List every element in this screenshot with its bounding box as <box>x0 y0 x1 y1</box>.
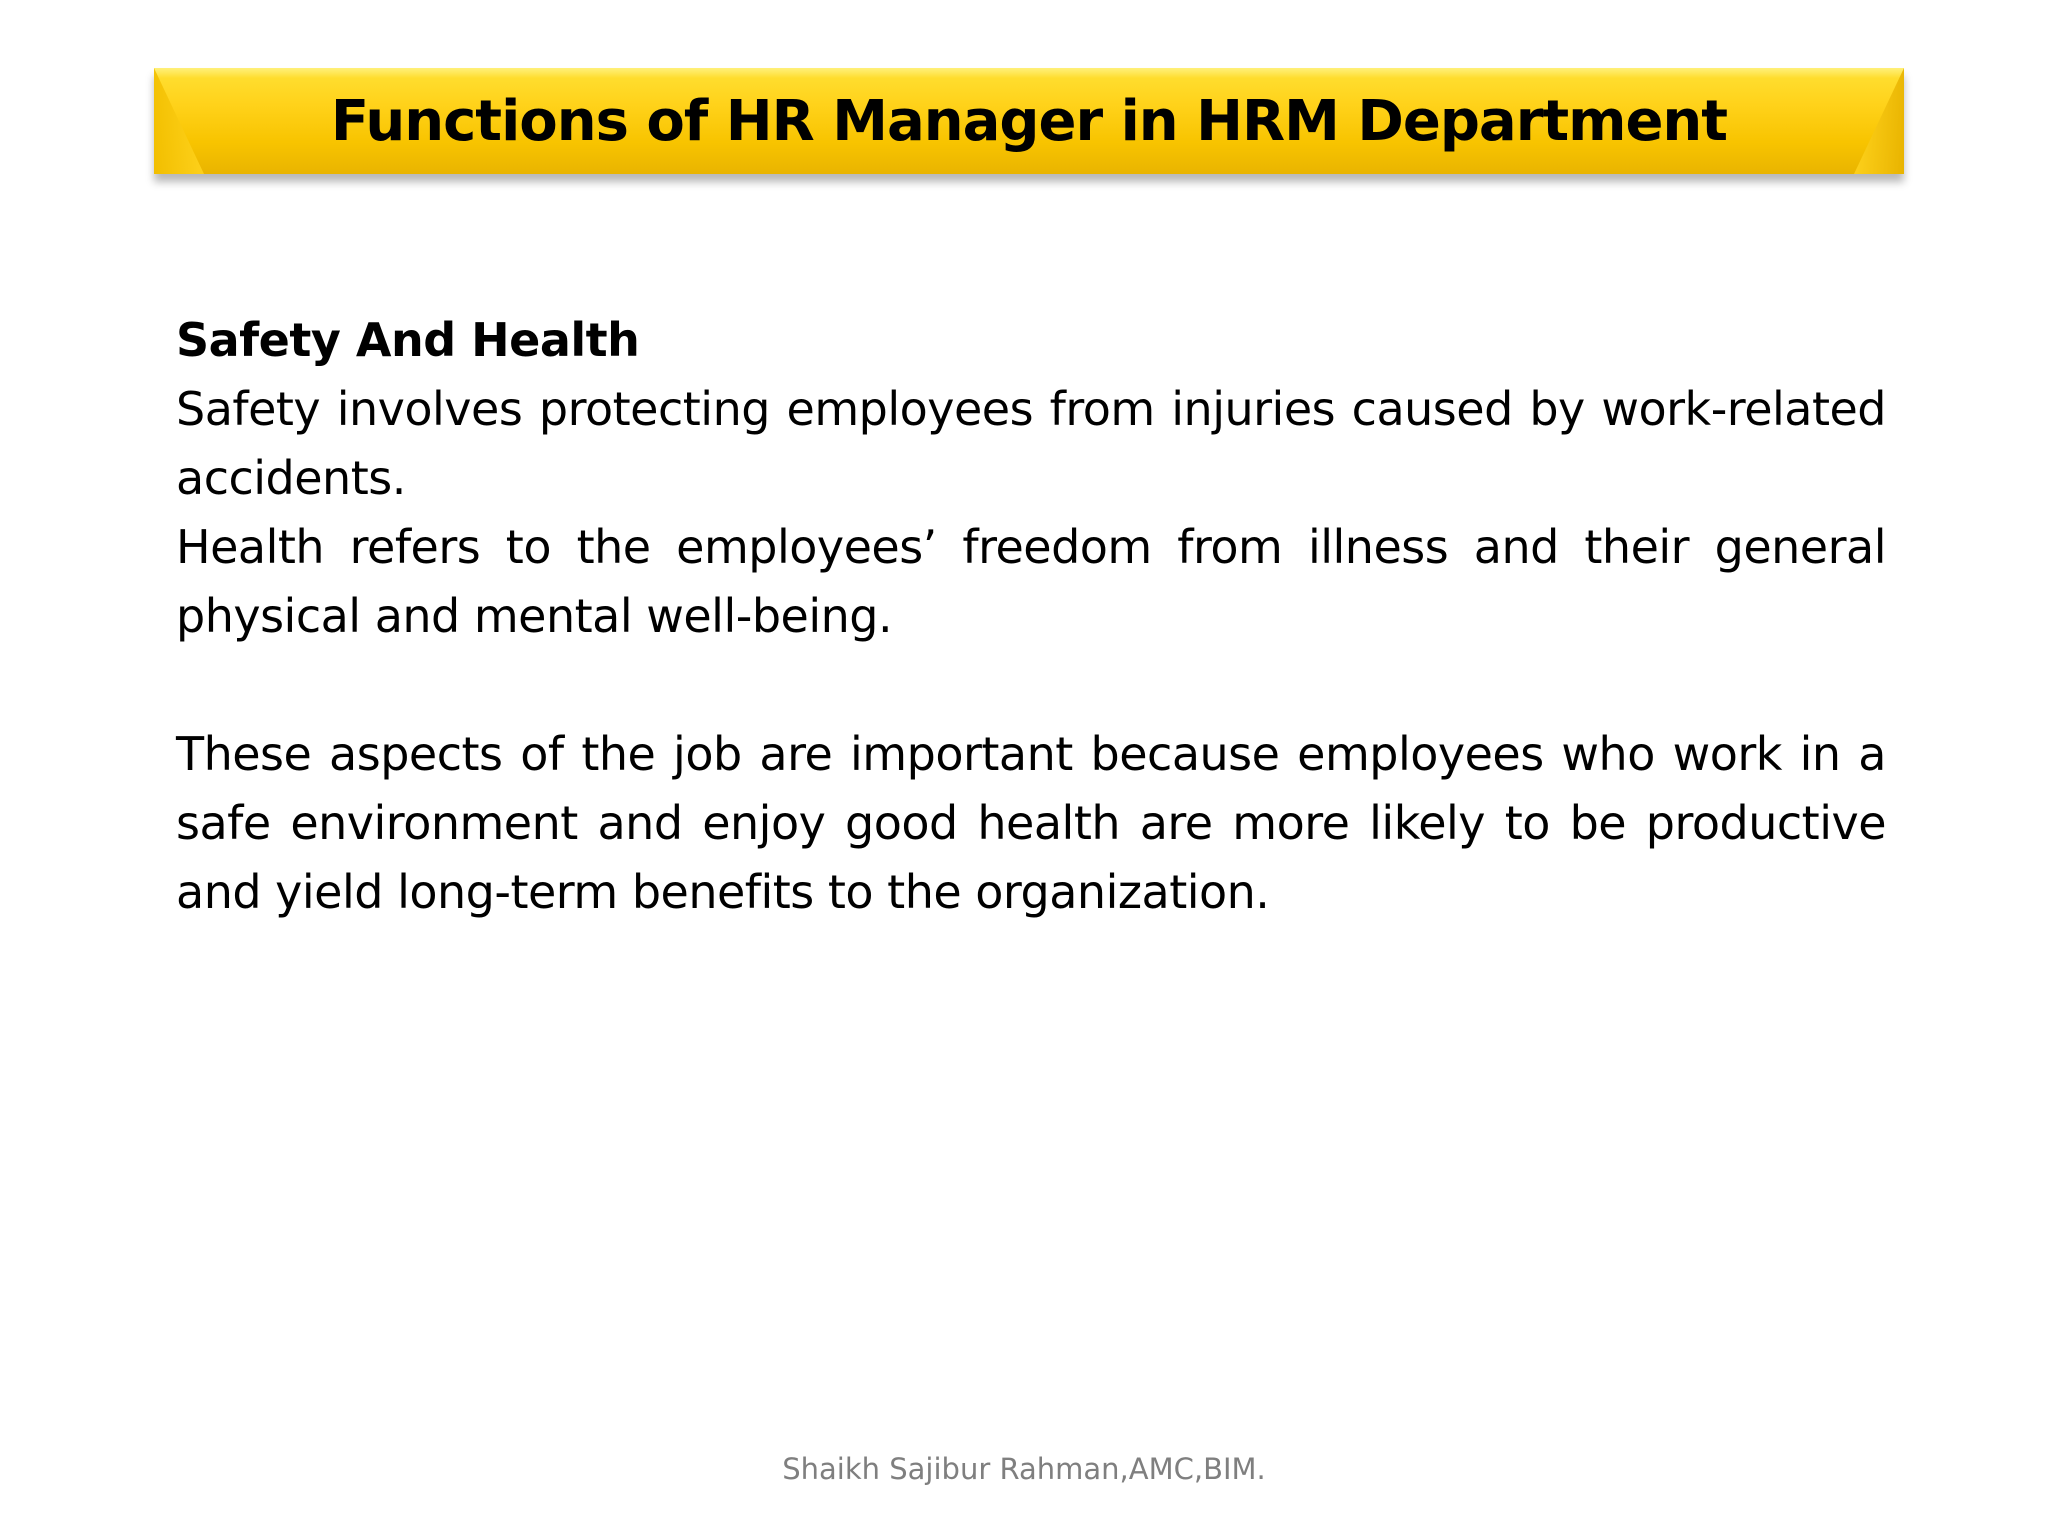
banner-bevel-left <box>154 68 204 174</box>
safety-paragraph: Safety involves protecting employees from injuries caused by work-related accidents. <box>176 382 1886 505</box>
paragraph-spacer <box>176 651 1886 720</box>
slide-body <box>176 306 1886 927</box>
slide-title: Functions of HR Manager in HRM Department <box>330 88 1728 154</box>
banner-bevel-right <box>1854 68 1904 174</box>
health-paragraph: Health refers to the employees’ freedom from illness and their general physical and mental well-being. <box>176 520 1886 643</box>
banner-highlight <box>154 68 1904 78</box>
section-heading: Safety And Health <box>176 313 640 367</box>
title-banner <box>154 68 1904 174</box>
footer-author: Shaikh Sajibur Rahman,AMC,BIM. <box>782 1452 1266 1486</box>
importance-paragraph: These aspects of the job are important because employees who work in a safe environment and enjoy good health are more likely to be productive and yield long-term benefits to the organization. <box>176 727 1886 919</box>
